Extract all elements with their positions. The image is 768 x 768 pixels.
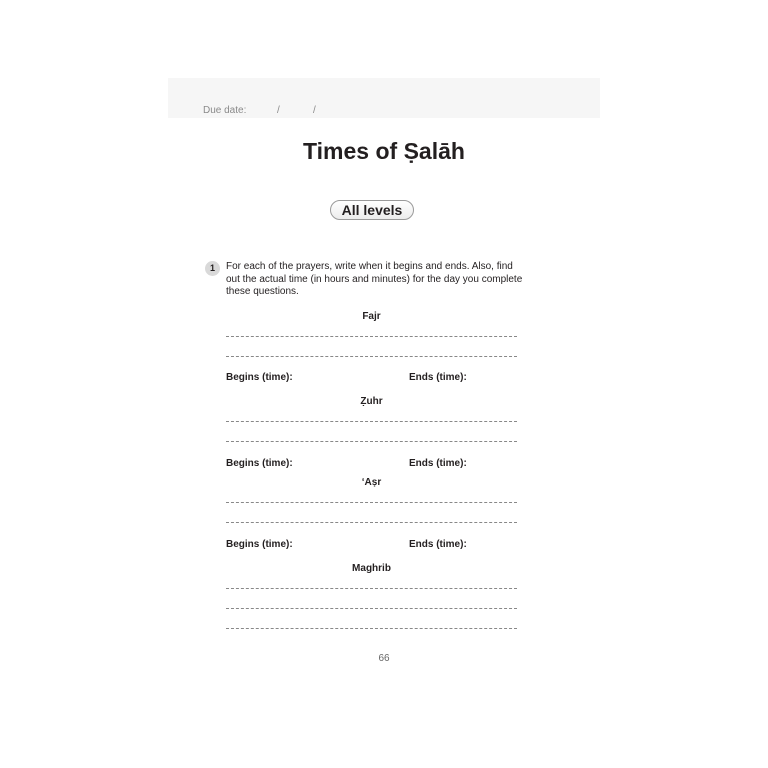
question-text: For each of the prayers, write when it begins and ends. Also, find out the actual time (in hours and minutes) for the day you complete these questions. xyxy=(226,261,523,297)
answer-line[interactable] xyxy=(226,588,517,589)
begins-label: Begins (time): xyxy=(226,372,293,383)
answer-line[interactable] xyxy=(226,356,517,357)
begins-label: Begins (time): xyxy=(226,539,293,550)
date-separator: / xyxy=(313,105,316,116)
answer-line[interactable] xyxy=(226,608,517,609)
answer-line[interactable] xyxy=(226,336,517,337)
begins-label: Begins (time): xyxy=(226,458,293,469)
level-badge: All levels xyxy=(330,200,414,220)
due-date-label: Due date: xyxy=(203,105,247,116)
page-number: 66 xyxy=(378,653,390,664)
date-separator: / xyxy=(277,105,280,116)
answer-line[interactable] xyxy=(226,522,517,523)
page-title: Times of Ṣalāh xyxy=(303,138,465,164)
answer-line[interactable] xyxy=(226,441,517,442)
answer-line[interactable] xyxy=(226,421,517,422)
question-number: 1 xyxy=(205,261,220,276)
answer-line[interactable] xyxy=(226,628,517,629)
prayer-name: ‘Aṣr xyxy=(361,477,382,488)
prayer-name: Fajr xyxy=(362,311,381,322)
ends-label: Ends (time): xyxy=(409,372,467,383)
ends-label: Ends (time): xyxy=(409,539,467,550)
ends-label: Ends (time): xyxy=(409,458,467,469)
prayer-name: Maghrib xyxy=(352,563,391,574)
prayer-name: Ẓuhr xyxy=(360,396,383,407)
answer-line[interactable] xyxy=(226,502,517,503)
